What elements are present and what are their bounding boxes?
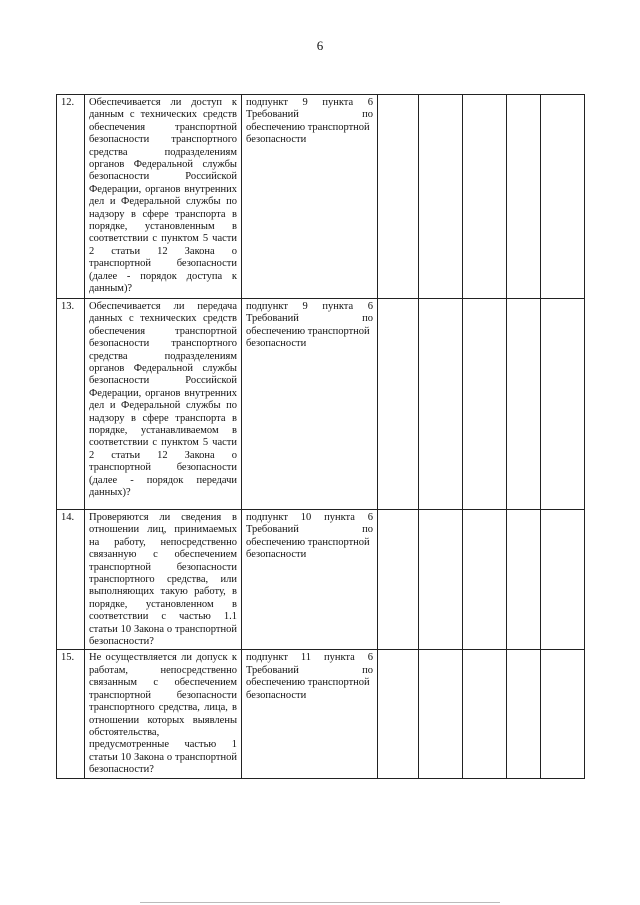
answer-cell[interactable] bbox=[419, 95, 463, 299]
reference-line-2: Требований по bbox=[246, 524, 373, 536]
requirement-reference bbox=[242, 95, 378, 299]
table-row bbox=[57, 650, 585, 778]
row-number: 13. bbox=[57, 299, 85, 510]
reference-line-2: Требований по bbox=[246, 664, 373, 676]
answer-cell[interactable] bbox=[378, 299, 419, 510]
answer-cell[interactable] bbox=[378, 95, 419, 299]
reference-line-1: подпункт 9 пункта 6 bbox=[246, 97, 373, 108]
reference-line-2: Требований по bbox=[246, 313, 373, 325]
reference-line-1: подпункт 10 пункта 6 bbox=[246, 512, 373, 523]
answer-cell[interactable] bbox=[507, 299, 541, 510]
answer-cell[interactable] bbox=[378, 650, 419, 778]
answer-cell[interactable] bbox=[507, 650, 541, 778]
question-text: Проверяются ли сведения в отношении лиц, принимаемых на работу, непосредственно связанную с обеспечением транспортной безопасности транспортного средства, или выполняющих такую работу, в порядке, установленном в соответствии с частью 1.1 статьи 10 Закона о транспортной безопасности? bbox=[85, 510, 242, 650]
answer-cell[interactable] bbox=[419, 650, 463, 778]
table-row bbox=[57, 510, 585, 650]
answer-cell[interactable] bbox=[541, 299, 585, 510]
requirement-reference bbox=[242, 299, 378, 510]
requirement-reference bbox=[242, 510, 378, 650]
checklist-table bbox=[56, 94, 585, 779]
answer-cell[interactable] bbox=[507, 95, 541, 299]
answer-cell[interactable] bbox=[419, 299, 463, 510]
answer-cell[interactable] bbox=[463, 510, 507, 650]
answer-cell[interactable] bbox=[541, 95, 585, 299]
answer-cell[interactable] bbox=[378, 510, 419, 650]
table-row bbox=[57, 95, 585, 299]
row-number: 14. bbox=[57, 510, 85, 650]
reference-line-1: подпункт 9 пункта 6 bbox=[246, 301, 373, 312]
answer-cell[interactable] bbox=[463, 95, 507, 299]
reference-rest: обеспечению транспортной безопасности bbox=[246, 677, 370, 701]
reference-rest: обеспечению транспортной безопасности bbox=[246, 121, 370, 146]
requirement-reference bbox=[242, 650, 378, 778]
answer-cell[interactable] bbox=[507, 510, 541, 650]
reference-rest: обеспечению транспортной безопасности bbox=[246, 325, 370, 350]
question-text: Обеспечивается ли передача данных с технических средств обеспечения транспортной безопасности транспортного средства подразделениям органов Федеральной службы безопасности Российской Федерации, органов внутренних дел и Федеральной службы по надзору в сфере транспорта в порядке, устанавливаемом в соответствии с пунктом 5 части 2 статьи 12 Закона о транспортной безопасности (далее - порядок передачи данных)? bbox=[85, 299, 242, 510]
answer-cell[interactable] bbox=[463, 650, 507, 778]
answer-cell[interactable] bbox=[541, 650, 585, 778]
answer-cell[interactable] bbox=[463, 299, 507, 510]
page-number: 6 bbox=[316, 38, 324, 53]
reference-line-1: подпункт 11 пункта 6 bbox=[246, 652, 373, 664]
row-number: 12. bbox=[57, 95, 85, 299]
answer-cell[interactable] bbox=[541, 510, 585, 650]
reference-rest: обеспечению транспортной безопасности bbox=[246, 536, 370, 561]
row-number: 15. bbox=[57, 650, 85, 778]
question-text: Обеспечивается ли доступ к данным с технических средств обеспечения транспортной безопасности транспортного средства подразделениям органов Федеральной службы безопасности Российской Федерации, органов внутренних дел и Федеральной службы по надзору в сфере транспорта в порядке, установленным в соответствии с пунктом 5 части 2 статьи 12 Закона о транспортной безопасности (далее - порядок доступа к данным)? bbox=[85, 95, 242, 299]
scan-edge-line bbox=[140, 902, 500, 903]
answer-cell[interactable] bbox=[419, 510, 463, 650]
table-row bbox=[57, 299, 585, 510]
reference-line-2: Требований по bbox=[246, 109, 373, 121]
question-text: Не осуществляется ли допуск к работам, непосредственно связанным с обеспечением транспортной безопасности транспортного средства, лица, в отношении которых выявлены обстоятельства, предусмотренные частью 1 статьи 10 Закона о транспортной безопасности? bbox=[85, 650, 242, 778]
